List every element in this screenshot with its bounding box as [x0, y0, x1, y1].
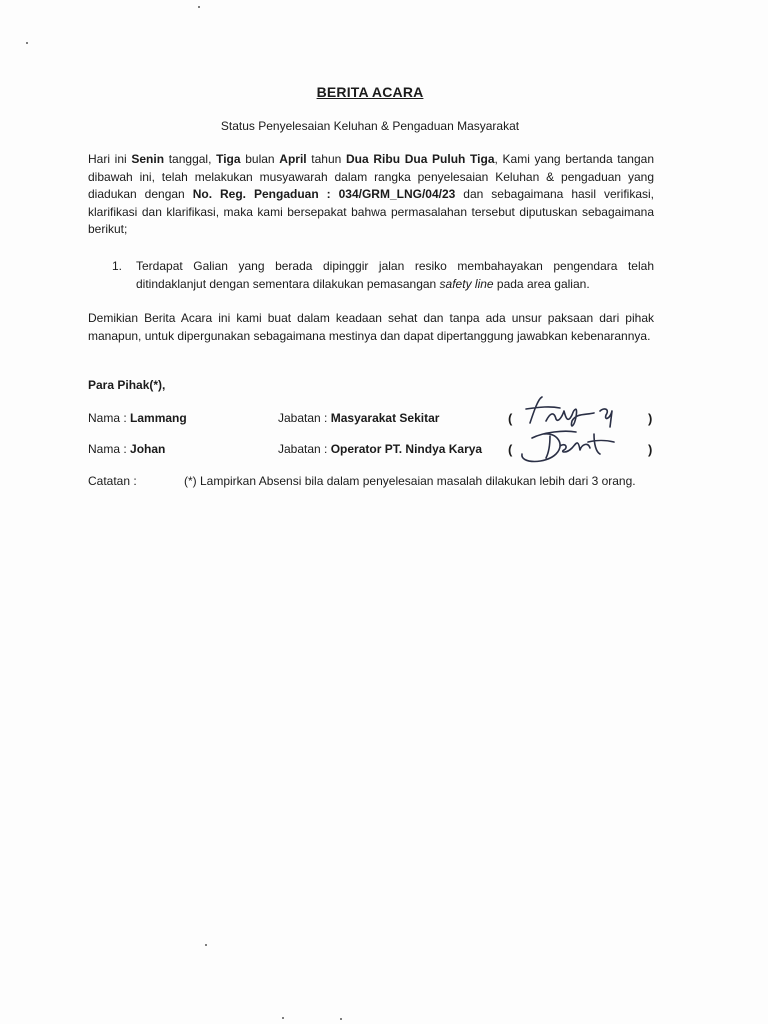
document-title: BERITA ACARA: [316, 84, 424, 100]
list-item: [136, 258, 654, 293]
signature-close-paren: ): [648, 442, 653, 457]
scan-speck: [26, 42, 28, 44]
scan-speck: [198, 6, 200, 8]
closing-paragraph: Demikian Berita Acara ini kami buat dalam keadaan sehat dan tanpa ada unsur paksaan dari pihak manapun, untuk dipergunakan sebagaimana mestinya dan dapat dipertanggung jawabkan kebenarannya.: [88, 311, 654, 343]
registration-number: No. Reg. Pengaduan : 034/GRM_LNG/04/23: [192, 187, 456, 201]
list-item-italic: safety line: [439, 276, 494, 291]
signature-image: [516, 424, 626, 464]
intro-date: Tiga: [216, 152, 241, 166]
position-label: Jabatan :: [278, 442, 331, 456]
note-text: (*) Lampirkan Absensi bila dalam penyelesaian masalah dilakukan lebih dari 3 orang.: [184, 474, 636, 488]
scan-speck: [340, 1018, 342, 1020]
name-label: Nama :: [88, 411, 131, 425]
intro-day: Senin: [131, 152, 165, 166]
decision-list: [112, 258, 654, 293]
signature-close-paren: ): [648, 411, 653, 426]
intro-text: bulan: [240, 152, 280, 166]
name-label: Nama :: [88, 442, 131, 456]
scan-speck: [205, 944, 207, 946]
party-name: [88, 442, 165, 456]
scan-speck: [282, 1017, 284, 1019]
party-row: [88, 442, 668, 464]
list-item-text: Terdapat Galian yang berada dipinggir jalan resiko membahayakan pengendara telah ditindaklanjut dengan sementara dilakukan pemasangan: [136, 259, 654, 291]
parties-heading: Para Pihak(*),: [88, 378, 166, 392]
intro-text: tahun: [306, 152, 347, 166]
intro-text: tanggal,: [164, 152, 217, 166]
name-value: Lammang: [130, 411, 187, 425]
party-name: [88, 411, 187, 425]
intro-text: Hari ini: [88, 152, 132, 166]
intro-text: dan sebagaimana hasil verifikasi, klarifikasi dan klarifikasi, maka kami bersepakat bahwa permasalahan tersebut diputuskan sebagaimana berikut;: [88, 187, 654, 236]
position-value: Operator PT. Nindya Karya: [330, 442, 483, 456]
position-label: Jabatan :: [278, 411, 331, 425]
party-position: [278, 411, 439, 425]
list-number: 1.: [112, 259, 123, 273]
intro-text: , Kami yang bertanda tangan dibawah ini, telah melakukan musyawarah dalam rangka penyelesaian Keluhan & pengaduan yang diadukan dengan: [88, 152, 654, 201]
note-row: [88, 474, 668, 496]
party-position: [278, 442, 482, 456]
document-subtitle: Status Penyelesaian Keluhan & Pengaduan Masyarakat: [220, 119, 520, 133]
list-item-text: pada area galian.: [493, 276, 590, 291]
position-value: Masyarakat Sekitar: [330, 411, 440, 425]
name-value: Johan: [130, 442, 166, 456]
signature-open-paren: (: [508, 442, 513, 457]
intro-year: Dua Ribu Dua Puluh Tiga: [346, 152, 495, 166]
intro-paragraph: [88, 151, 654, 239]
signature-open-paren: (: [508, 411, 513, 426]
note-label: Catatan :: [88, 474, 137, 488]
intro-month: April: [279, 152, 307, 166]
